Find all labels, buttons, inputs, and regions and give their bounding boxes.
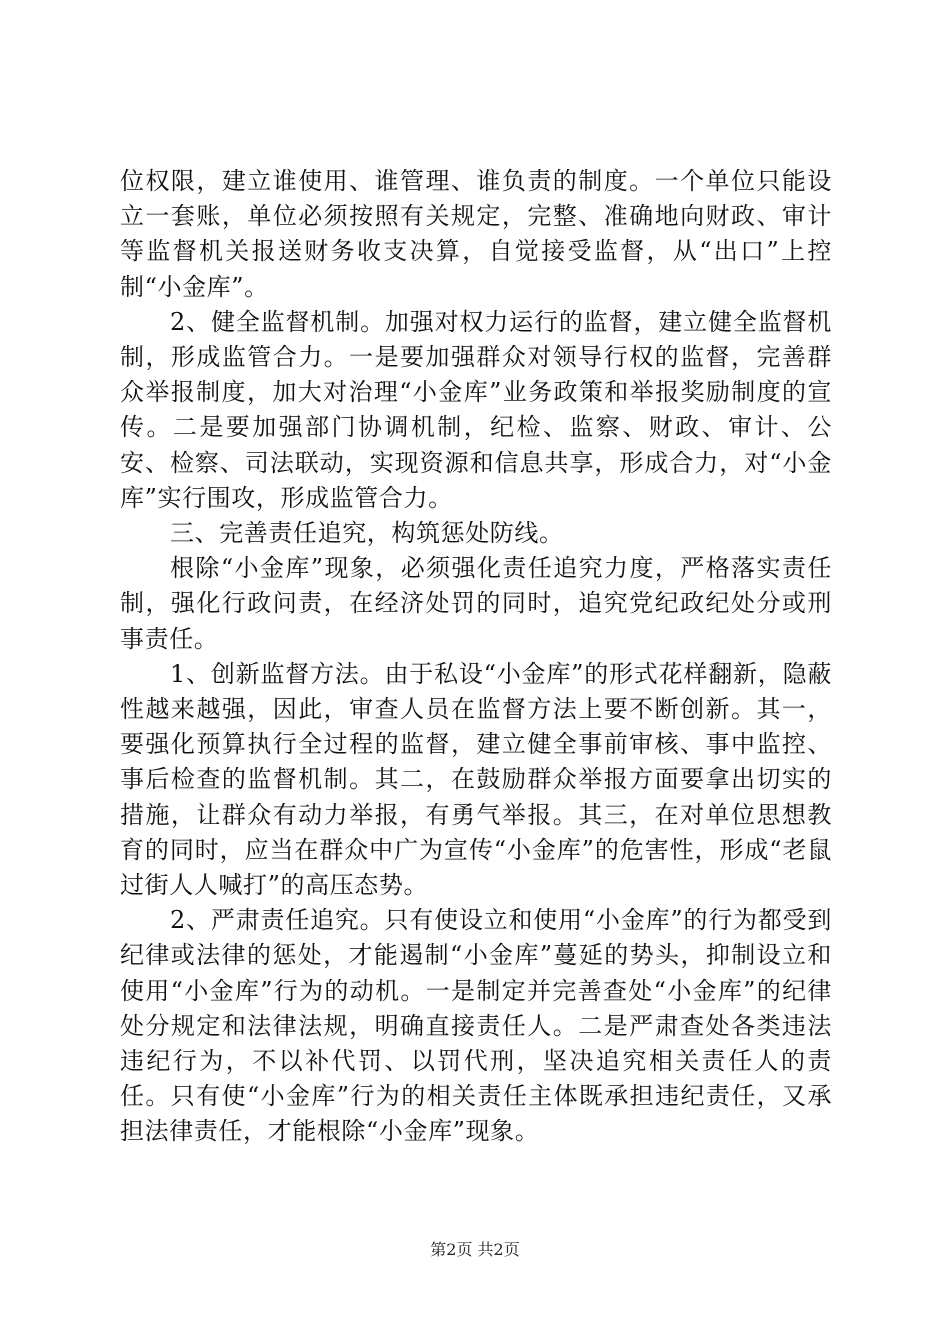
paragraph-eradicate: 根除“小金库”现象，必须强化责任追究力度，严格落实责任制，强化行政问责，在经济处罚的同时，追究党纪政纪处分或刑事责任。 xyxy=(120,554,832,653)
document-body xyxy=(120,164,832,1150)
paragraph-continuation: 位权限，建立谁使用、谁管理、谁负责的制度。一个单位只能设立一套账，单位必须按照有关规定，完整、准确地向财政、审计等监督机关报送财务收支决算，自觉接受监督，从“出口”上控制“小金库”。 xyxy=(120,167,832,301)
paragraph-innovate-methods: 1、创新监督方法。由于私设“小金库”的形式花样翻新，隐蔽性越来越强，因此，审查人员在监督方法上要不断创新。其一，要强化预算执行全过程的监督，建立健全事前审核、事中监控、事后检查的监督机制。其二，在鼓励群众举报方面要拿出切实的措施，让群众有动力举报，有勇气举报。其三，在对单位思想教育的同时，应当在群众中广为宣传“小金库”的危害性，形成“老鼠过街人人喊打”的高压态势。 xyxy=(120,659,832,900)
page-number-footer: 第2页 共2页 xyxy=(430,1240,520,1259)
paragraph-strict-accountability: 2、严肃责任追究。只有使设立和使用“小金库”的行为都受到纪律或法律的惩处，才能遏制“小金库”蔓延的势头，抑制设立和使用“小金库”行为的动机。一是制定并完善查处“小金库”的纪律处分规定和法律法规，明确直接责任人。二是严肃查处各类违法违纪行为，不以补代罚、以罚代刑，坚决追究相关责任人的责任。只有使“小金库”行为的相关责任主体既承担违纪责任，又承担法律责任，才能根除“小金库”现象。 xyxy=(120,906,832,1146)
paragraph-supervision-mechanism: 2、健全监督机制。加强对权力运行的监督，建立健全监督机制，形成监管合力。一是要加强群众对领导行权的监督，完善群众举报制度，加大对治理“小金库”业务政策和举报奖励制度的宣传。二是要加强部门协调机制，纪检、监察、财政、审计、公安、检察、司法联动，实现资源和信息共享，形成合力，对“小金库”实行围攻，形成监管合力。 xyxy=(120,307,832,512)
section-heading-accountability: 三、完善责任追究，构筑惩处防线。 xyxy=(170,519,564,548)
